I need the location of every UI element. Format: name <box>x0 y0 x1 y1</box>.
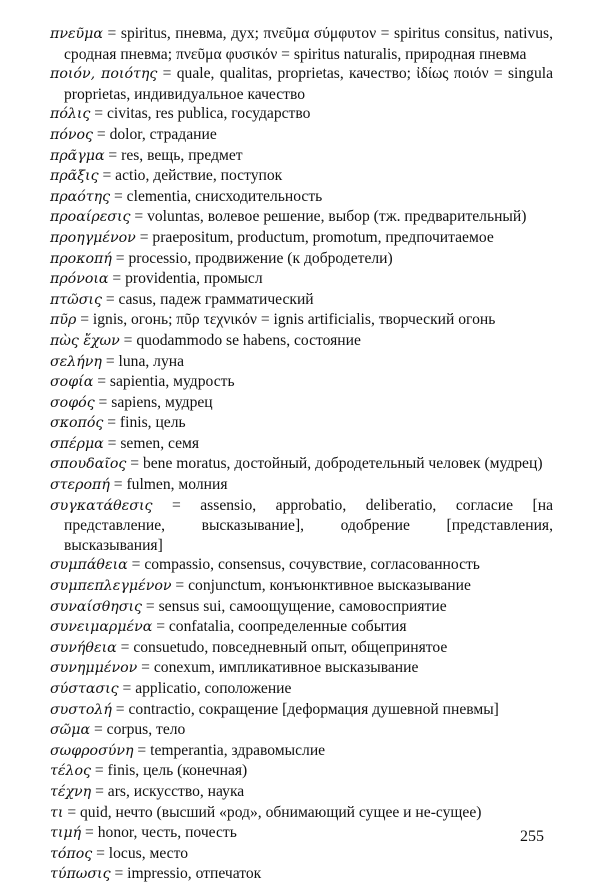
glossary-entry <box>50 700 553 721</box>
glossary-entry <box>50 761 553 782</box>
glossary-entry <box>50 475 553 496</box>
greek-term: σοφός <box>50 394 95 411</box>
term-definition: = actio, действие, поступок <box>98 167 283 185</box>
glossary-entry <box>50 413 553 434</box>
term-definition: = finis, цель <box>103 414 186 432</box>
greek-term: πρόνοια <box>50 271 109 288</box>
term-definition: = fulmen, молния <box>109 476 228 494</box>
term-definition: = luna, луна <box>101 352 185 370</box>
greek-term: τέλος <box>50 763 91 780</box>
greek-term: συνειμαρμένα <box>50 619 153 636</box>
term-definition: = processio, продвижение (к добродетели) <box>111 249 393 267</box>
glossary-entry <box>50 393 553 414</box>
greek-term: πῦρ <box>50 312 77 329</box>
greek-term: προαίρεσις <box>50 209 131 226</box>
glossary-entry <box>50 310 553 331</box>
glossary-entry <box>50 741 553 762</box>
term-definition: = quodammodo se habens, состояние <box>119 331 361 349</box>
term-definition: = semen, семя <box>103 434 200 452</box>
term-definition: = compassio, consensus, сочувствие, согласованность <box>127 556 480 574</box>
term-definition: = ars, искусство, наука <box>91 782 245 800</box>
glossary-entry <box>50 166 553 187</box>
term-definition: = dolor, страдание <box>92 125 217 143</box>
glossary-entry <box>50 331 553 352</box>
term-definition: = quale, qualitas, proprietas, качество; ἰδίως ποιόν = singula proprietas, индивидуальное качество <box>64 65 553 103</box>
term-definition: = impressio, отпечаток <box>110 865 262 883</box>
term-definition: = quid, нечто (высший «род», обнимающий сущее и не-сущее) <box>63 803 482 821</box>
term-definition: = civitas, res publica, государство <box>90 105 311 123</box>
greek-term: πτῶσις <box>50 291 102 308</box>
glossary-entry <box>50 679 553 700</box>
greek-term: συμπεπλεγμένον <box>50 578 172 595</box>
term-definition: = applicatio, соположение <box>118 680 292 697</box>
glossary-entry <box>50 372 553 393</box>
term-definition: = contractio, сокращение [деформация душевной пневмы] <box>111 700 499 718</box>
term-definition: = sapiens, мудрец <box>94 393 213 411</box>
term-definition: = finis, цель (конечная) <box>90 762 248 780</box>
glossary-entry <box>50 187 553 208</box>
greek-term: πρᾶξις <box>50 168 99 185</box>
greek-term: συμπάθεια <box>50 557 128 574</box>
greek-term: προηγμένον <box>50 229 136 246</box>
glossary-entry <box>50 146 553 167</box>
greek-term: σκοπός <box>50 415 104 432</box>
glossary-entry <box>50 720 553 741</box>
term-definition: = confatalia, соопределенные события <box>152 618 407 636</box>
term-definition: = consuetudo, повседневный опыт, общепринятое <box>116 638 448 656</box>
glossary-entry <box>50 64 553 104</box>
glossary-entry <box>50 207 553 228</box>
term-definition: = providentia, промысл <box>108 270 263 288</box>
glossary-entry <box>50 782 553 803</box>
greek-term: συνήθεια <box>50 639 117 656</box>
glossary-entry <box>50 269 553 290</box>
greek-term: σύστασις <box>50 681 119 697</box>
greek-term: ποιόν, ποιότης <box>50 66 158 83</box>
greek-term: πὼς ἔχων <box>50 332 120 349</box>
greek-term: πραότης <box>50 188 111 205</box>
glossary-entry <box>50 597 553 618</box>
glossary-entry <box>50 864 553 885</box>
greek-term: πνεῦμα <box>50 26 103 42</box>
glossary-entry <box>50 290 553 311</box>
glossary-entry <box>50 352 553 373</box>
glossary-page <box>50 24 553 885</box>
greek-term: σωφροσύνη <box>50 742 134 759</box>
glossary-entry <box>50 617 553 638</box>
greek-term: τύπωσις <box>50 866 111 883</box>
greek-term: προκοπή <box>50 250 112 267</box>
greek-term: τόπος <box>50 845 93 862</box>
greek-term: πόλις <box>50 106 91 123</box>
term-definition: = clementia, снисходительность <box>110 187 323 205</box>
term-definition: = ignis, огонь; πῦρ τεχνικόν = ignis artificialis, творческий огонь <box>76 311 496 329</box>
glossary-entry <box>50 844 553 865</box>
term-definition: = bene moratus, достойный, добродетельный человек (мудрец) <box>126 455 543 473</box>
term-definition: = res, вещь, предмет <box>104 146 243 164</box>
glossary-entry <box>50 454 553 475</box>
glossary-entry <box>50 104 553 125</box>
term-definition: = voluntas, волевое решение, выбор (тж. предварительный) <box>130 208 527 226</box>
page-number: 255 <box>520 828 544 845</box>
greek-term: στεροπή <box>50 477 110 494</box>
glossary-entry <box>50 638 553 659</box>
term-definition: = locus, место <box>92 844 189 862</box>
glossary-entry <box>50 496 553 556</box>
glossary-entry <box>50 803 553 824</box>
greek-term: τι <box>50 804 64 821</box>
term-definition: = corpus, тело <box>90 721 186 739</box>
term-definition: = assensio, approbatio, deliberatio, согласие [на представление, высказывание], одобрение [представления, высказывания] <box>64 496 553 554</box>
glossary-entry <box>50 823 553 844</box>
greek-term: σπουδαῖος <box>50 456 127 473</box>
term-definition: = honor, честь, почесть <box>81 824 237 842</box>
greek-term: τιμή <box>50 825 82 842</box>
term-definition: = sapientia, мудрость <box>93 373 235 391</box>
term-definition: = temperantia, здравомыслие <box>133 741 326 759</box>
greek-term: σῶμα <box>50 722 91 739</box>
glossary-entry <box>50 555 553 576</box>
glossary-entry <box>50 434 553 455</box>
term-definition: = sensus sui, самоощущение, самовосприятие <box>142 597 447 615</box>
glossary-entry <box>50 249 553 270</box>
glossary-entry <box>50 125 553 146</box>
term-definition: = casus, падеж грамматический <box>101 290 314 308</box>
glossary-entry <box>50 658 553 679</box>
greek-term: σελήνη <box>50 353 102 370</box>
greek-term: σπέρμα <box>50 435 104 452</box>
term-definition: = praepositum, productum, promotum, предпочитаемое <box>135 228 494 246</box>
glossary-entry <box>50 24 553 64</box>
term-definition: = conexum, импликативное высказывание <box>137 659 419 677</box>
term-definition: = spiritus, пневма, дух; πνεῦμα σύμφυτον = spiritus consitus, nativus, сродная пневма; πνεῦμα φυσικόν = spiritus naturalis, природная пневма <box>64 25 553 63</box>
greek-term: πρᾶγμα <box>50 147 105 164</box>
greek-term: συνημμένον <box>50 660 138 677</box>
greek-term: τέχνη <box>50 783 92 800</box>
term-definition: = conjunctum, конъюнктивное высказывание <box>171 577 471 595</box>
glossary-entry <box>50 228 553 249</box>
greek-term: συγκατάθεσις <box>50 497 153 514</box>
glossary-entry <box>50 576 553 597</box>
greek-term: συναίσθησις <box>50 598 142 615</box>
greek-term: συστολή <box>50 701 112 718</box>
greek-term: πόνος <box>50 126 93 143</box>
greek-term: σοφία <box>50 374 94 391</box>
